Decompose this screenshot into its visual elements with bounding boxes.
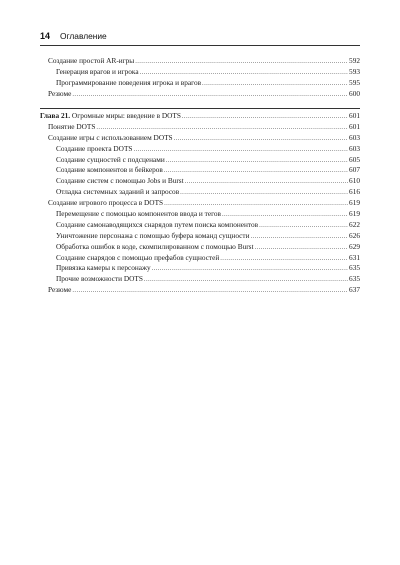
toc-entry <box>40 187 360 198</box>
toc-entry-page: 603 <box>349 143 360 153</box>
toc-entry <box>40 198 360 209</box>
leader-dots <box>72 286 348 297</box>
toc-entry-title: Прочие возможности DOTS <box>56 274 143 284</box>
toc-entry <box>40 231 360 242</box>
toc-entry <box>40 253 360 264</box>
toc-entry <box>40 56 360 67</box>
leader-dots <box>152 264 348 275</box>
toc-entry <box>40 220 360 231</box>
toc-entry-page: 600 <box>349 88 360 98</box>
toc-section-chapter-21 <box>40 111 360 296</box>
leader-dots <box>133 145 348 156</box>
toc-entry-title: Создание сущностей с подсценами <box>56 154 165 164</box>
toc-entry-title: Обработка ошибок в коде, скомпилированном с помощью Burst <box>56 241 254 251</box>
toc-entry-page: 595 <box>349 77 360 87</box>
toc-entry-page: 593 <box>349 66 360 76</box>
leader-dots <box>255 243 349 254</box>
chapter-page: 601 <box>349 111 360 120</box>
toc-entry <box>40 67 360 78</box>
toc-entry <box>40 263 360 274</box>
toc-entry-page: 626 <box>349 230 360 240</box>
leader-dots <box>180 188 348 199</box>
leader-dots <box>259 221 348 232</box>
toc-entry-title: Создание игрового процесса в DOTS <box>48 198 164 208</box>
toc-entry-title: Понятие DOTS <box>48 121 96 131</box>
toc-entry-title: Резюме <box>48 88 72 98</box>
leader-dots <box>164 166 348 177</box>
leader-dots <box>202 79 348 90</box>
toc-entry <box>40 209 360 220</box>
chapter-label: Глава 21. <box>40 111 71 120</box>
toc-entry <box>40 78 360 89</box>
toc-entry-title: Создание снарядов с помощью префабов сущностей <box>56 252 220 262</box>
toc-entry-page: 635 <box>349 274 360 284</box>
toc-entry-title: Генерация врагов и игрока <box>56 66 139 76</box>
toc-entry-title: Привязка камеры к персонажу <box>56 263 151 273</box>
leader-dots <box>135 57 348 68</box>
toc-entry <box>40 144 360 155</box>
toc-entry <box>40 133 360 144</box>
toc-entry-page: 605 <box>349 154 360 164</box>
toc-entry-title: Создание простой AR-игры <box>48 56 135 65</box>
toc-entry-title: Отладка системных заданий и запросов <box>56 187 180 197</box>
toc-entry-page: 629 <box>349 241 360 251</box>
chapter-heading <box>40 111 360 122</box>
toc-entry <box>40 242 360 253</box>
page-number: 14 <box>40 31 51 41</box>
toc-entry-title: Создание игры с использованием DOTS <box>48 132 173 142</box>
toc-entry-page: 592 <box>349 56 360 65</box>
toc-entry <box>40 89 360 100</box>
toc-entry <box>40 285 360 296</box>
leader-dots <box>182 112 348 123</box>
toc-entry-page: 637 <box>349 285 360 295</box>
toc-entry-page: 616 <box>349 187 360 197</box>
toc-entry-page: 601 <box>349 121 360 131</box>
toc-entry-page: 622 <box>349 219 360 229</box>
leader-dots <box>166 156 348 167</box>
toc-entry-page: 619 <box>349 209 360 219</box>
toc-entry-title: Перемещение с помощью компонентов ввода и тегов <box>56 209 221 219</box>
toc-entry-title: Создание проекта DOTS <box>56 143 133 153</box>
toc-entry <box>40 176 360 187</box>
toc-entry-title: Уничтожение персонажа с помощью буфера команд сущности <box>56 230 250 240</box>
leader-dots <box>185 177 348 188</box>
running-title: Оглавление <box>60 31 107 41</box>
leader-dots <box>251 232 349 243</box>
toc-entry-page: 631 <box>349 252 360 262</box>
chapter-title <box>40 111 181 122</box>
leader-dots <box>72 90 348 101</box>
toc-entry-title: Резюме <box>48 285 72 295</box>
toc-entry-title: Создание систем с помощью Jobs и Burst <box>56 176 184 186</box>
toc-entry <box>40 122 360 133</box>
toc-entry <box>40 165 360 176</box>
leader-dots <box>220 254 348 265</box>
leader-dots <box>144 275 348 286</box>
running-header <box>40 31 360 43</box>
toc-entry-title: Программирование поведения игрока и врагов <box>56 77 202 87</box>
toc-entry-title: Создание компонентов и бейкеров <box>56 165 163 175</box>
chapter-name: Огромные миры: введение в DOTS <box>70 111 181 120</box>
toc-entry-page: 619 <box>349 198 360 208</box>
toc-entry <box>40 155 360 166</box>
toc-entry-page: 610 <box>349 176 360 186</box>
toc-entry <box>40 274 360 285</box>
section-rule <box>40 108 360 109</box>
toc-entry-page: 607 <box>349 165 360 175</box>
toc-entry-title: Создание самонаводящихся снарядов путем поиска компонентов <box>56 219 259 229</box>
toc-section-top <box>40 56 360 100</box>
leader-dots <box>174 134 348 145</box>
toc-entry-page: 603 <box>349 132 360 142</box>
toc-entry-page: 635 <box>349 263 360 273</box>
header-rule <box>40 45 360 46</box>
